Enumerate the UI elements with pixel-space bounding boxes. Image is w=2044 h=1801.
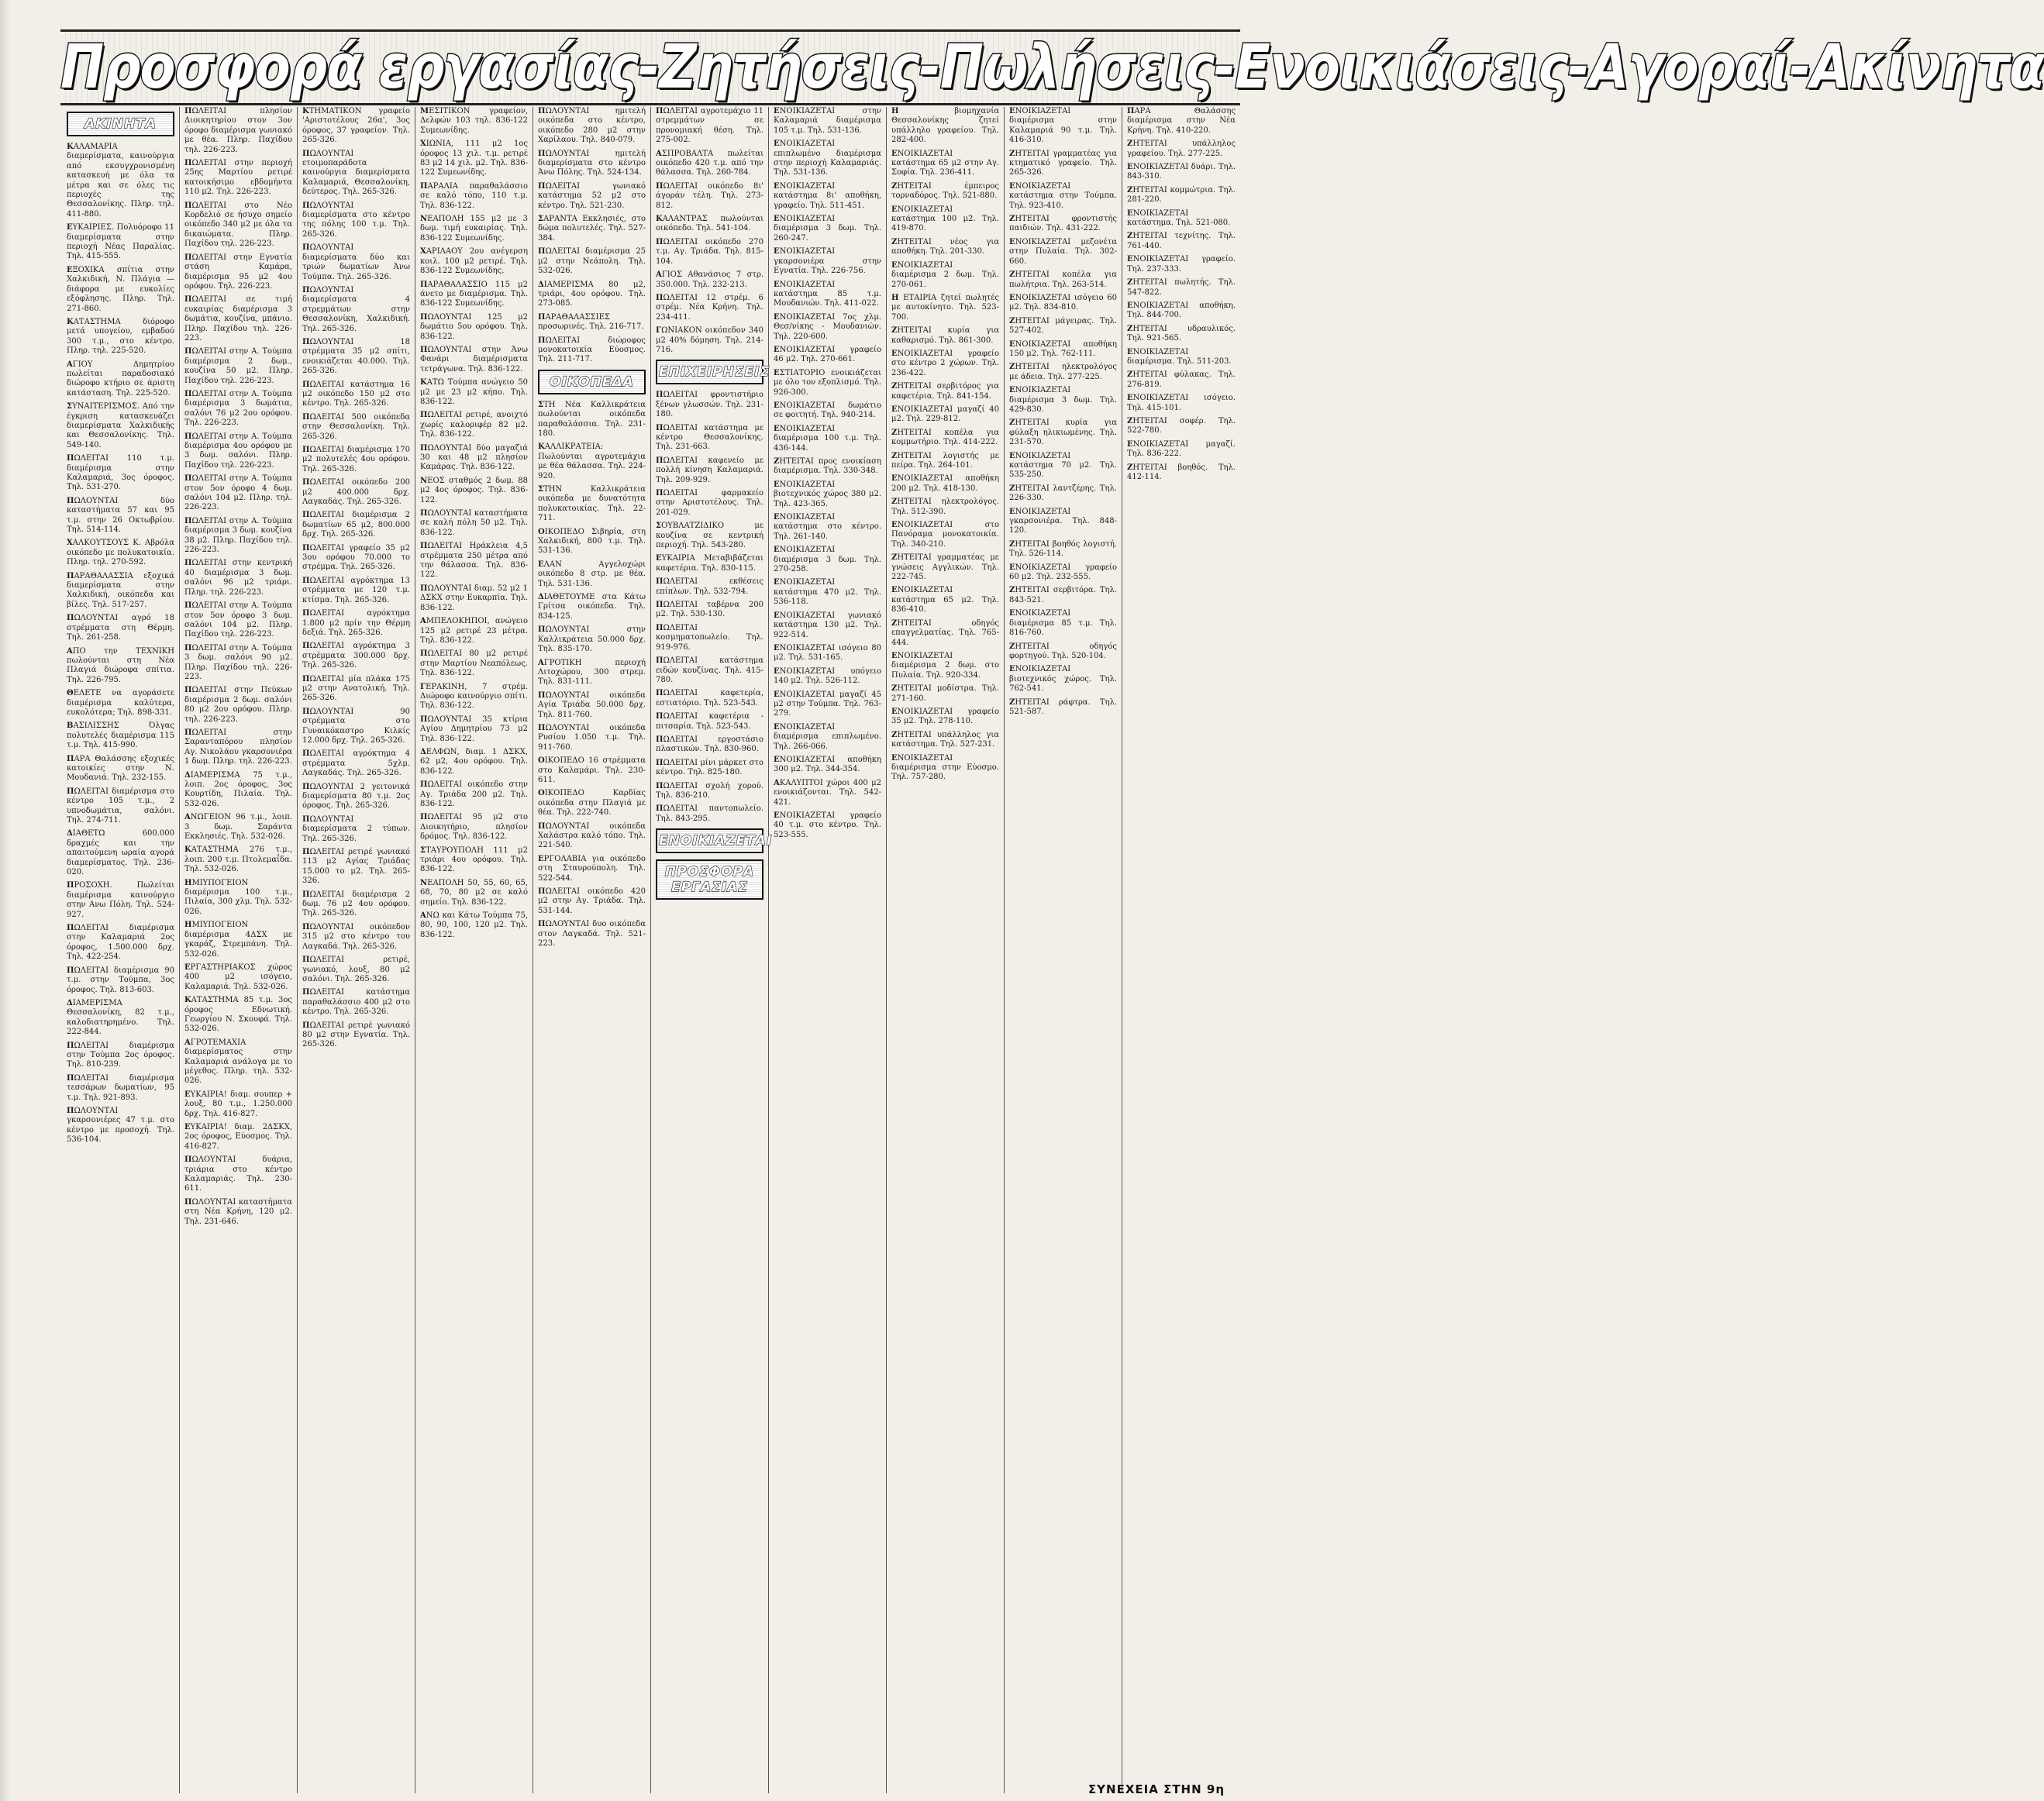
- column-8: [887, 107, 1005, 1793]
- classified-ad: ΖΗΤΕΙΤΑΙ υπάλληλος για κατάστημα. Τηλ. 527-231.: [891, 730, 999, 749]
- classified-ad: ΠΩΛΕΙΤΑΙ αγρόκτημα 3 στρέμματα 300.000 δρχ. Τηλ. 265-326.: [302, 642, 410, 670]
- classified-ad: ΖΗΤΕΙΤΑΙ γραμματέας με γνώσεις Αγγλικών. Τηλ. 222-745.: [891, 553, 999, 582]
- ads-list: [302, 107, 410, 1050]
- classified-ad: ΖΗΤΕΙΤΑΙ ράφτρα. Τηλ. 521-587.: [1009, 697, 1117, 716]
- classified-ad: ΕΝΟΙΚΙΑΖΕΤΑΙ διαμέρισμα στην Καλαμαριά 90 τ.μ. Τηλ. 416-310.: [1009, 107, 1117, 145]
- classified-ad: ΖΗΤΕΙΤΑΙ ηλεκτρολόγος με άδεια. Τηλ. 277-225.: [1009, 363, 1117, 381]
- classified-ad: ΠΩΛΕΙΤΑΙ φροντιστήριο ξένων γλωσσών. Τηλ. 231-180.: [656, 391, 763, 419]
- classified-ad: ΚΑΤΑΣΤΗΜΑ 276 τ.μ., λοιπ. 200 τ.μ. Πτολεμαΐδα. Τηλ. 532-026.: [184, 845, 292, 874]
- classified-ad: ΖΗΤΕΙΤΑΙ γραμματέας για κτηματικό γραφείο. Τηλ. 265-326.: [1009, 149, 1117, 177]
- classified-ad: ΔΙΑΜΕΡΙΣΜΑ Θεσσαλονίκη, 82 τ.μ., καλοδιατηρημένο. Τηλ. 222-844.: [67, 998, 174, 1037]
- classified-ad: ΠΩΛΟΥΝΤΑΙ καταστήματα στη Νέα Κρήνη, 120 μ2. Τηλ. 231-646.: [184, 1197, 292, 1226]
- classified-ad: ΠΩΛΟΥΝΤΑΙ διαμερίσματα 4 στρεμμάτων στην Θεσσαλονίκη, Χαλκιδική. Τηλ. 265-326.: [302, 285, 410, 333]
- classified-ad: ΠΑΡΑ Θαλάσσης διαμέρισμα στην Νέα Κρήνη. Τηλ. 410-220.: [1127, 107, 1236, 135]
- classified-ad: ΠΩΛΕΙΤΑΙ καφετέρια - πιτσαρία. Τηλ. 523-543.: [656, 712, 763, 731]
- classified-ad: ΠΩΛΕΙΤΑΙ σχολή χορού. Τηλ. 836-210.: [656, 781, 763, 800]
- classified-ad: ΕΝΟΙΚΙΑΖΕΤΑΙ διαμέρισμα 2 δωμ. στο Πυλαία. Τηλ. 920-334.: [891, 651, 999, 680]
- classified-ad: ΠΩΛΕΙΤΑΙ στην περιοχή 25ης Μαρτίου ρετιρέ κατοικήσιμο εβδομήντα 110 μ2. Τηλ. 226-223.: [184, 159, 292, 197]
- classified-ad: ΠΩΛΕΙΤΑΙ διώροφος μονοκατοικία Εύοσμος. Τηλ. 211-717.: [538, 336, 646, 364]
- classified-ad: ΠΩΛΕΙΤΑΙ 12 στρέμ. 6 στρέμ. Νέα Κρήνη. Τηλ. 234-411.: [656, 293, 763, 322]
- ads-list: [891, 107, 999, 783]
- classified-ad: ΠΩΛΕΙΤΑΙ στην Πεύκων διαμέρισμα 2 δωμ. σαλόνι 80 μ2 2ου ορόφου. Πληρ. τηλ. 226-223.: [184, 686, 292, 724]
- classified-ad: ΑΜΠΕΛΟΚΗΠΟΙ, ανώγειο 125 μ2 ρετιρέ 23 μέτρα. Τηλ. 836-122.: [420, 617, 528, 645]
- classified-ad: ΣΥΝΑΙΤΕΡΙΣΜΟΣ. Από την έγκριση κατασκευάζει διαμερίσματα Χαλκιδικής και Θεσσαλονίκης. Τηλ. 549-140.: [67, 402, 174, 449]
- classified-ad: ΖΗΤΕΙΤΑΙ σερβιτόρος για καφετέρια. Τηλ. 841-154.: [891, 382, 999, 401]
- classified-ad: ΔΙΑΜΕΡΙΣΜΑ 80 μ2, τριάρι, 4ου ορόφου. Τηλ. 273-085.: [538, 280, 646, 308]
- classified-ad: ΖΗΤΕΙΤΑΙ σοφέρ. Τηλ. 522-780.: [1127, 416, 1236, 436]
- classified-ad: ΕΝΟΙΚΙΑΖΕΤΑΙ στο Πανόραμα μονοκατοικία. Τηλ. 340-210.: [891, 521, 999, 549]
- column-7: [769, 107, 887, 1793]
- classified-ad: ΠΩΛΕΙΤΑΙ φαρμακείο στην Αριστοτέλους. Τηλ. 201-029.: [656, 489, 763, 517]
- section-heading-epixeiriseis: ΕΠΙΧΕΙΡΗΣΕΙΣ: [656, 360, 763, 384]
- classified-ad: ΗΜΙΥΠΟΓΕΙΟΝ διαμέρισμα 100 τ.μ., Πιλαία, 300 χλμ. Τηλ. 532-026.: [184, 878, 292, 916]
- ads-list: [420, 107, 528, 940]
- classified-ad: ΕΝΟΙΚΙΑΖΕΤΑΙ γραφείο 60 μ2. Τηλ. 232-555.: [1009, 563, 1117, 582]
- classified-ad: ΔΙΑΘΕΤΟΥΜΕ στα Κάτω Γρίτσα οικόπεδα. Τηλ. 834-125.: [538, 593, 646, 621]
- classified-ad: ΠΩΛΟΥΝΤΑΙ δύο καταστήματα 57 και 95 τ.μ. στην 26 Οκτωβρίου. Τηλ. 514-114.: [67, 496, 174, 535]
- banner-title: Προσφορά εργασίας-Ζητήσεις-Πωλήσεις-Ενοικιάσεις-Αγοραί-Ακίνητα: [60, 33, 2044, 102]
- classified-ad: ΠΩΛΕΙΤΑΙ διαμέρισμα 2 δωμ. 76 μ2 4ου ορόφου. Τηλ. 265-326.: [302, 890, 410, 918]
- ads-list: [1009, 107, 1117, 717]
- classified-ad: ΠΑΡΑΘΑΛΑΣΣΙΟ 115 μ2 άνετο με διαμέρισμα. Τηλ. 836-122 Συμεωνίδης.: [420, 280, 528, 308]
- classified-ad: ΖΗΤΕΙΤΑΙ οδηγός επαγγελματίας. Τηλ. 765-444.: [891, 618, 999, 647]
- classified-ad: ΕΝΟΙΚΙΑΖΕΤΑΙ γραφείο στο κέντρο 2 χώρων. Τηλ. 236-422.: [891, 349, 999, 377]
- classified-ad: ΚΑΛΑΝΤΡΑΣ πωλούνται οικόπεδο. Τηλ. 541-104.: [656, 215, 763, 233]
- classified-ad: ΖΗΤΕΙΤΑΙ φροντιστής παιδιών. Τηλ. 431-222.: [1009, 215, 1117, 233]
- classified-ad: ΠΩΛΕΙΤΑΙ γωνιακό κατάστημα 52 μ2 στο κέντρο. Τηλ. 521-230.: [538, 181, 646, 210]
- classified-ad: ΠΩΛΕΙΤΑΙ σε τιμή ευκαιρίας διαμέρισμα 3 δωμάτια, κουζίνα, μπάνιο. Πληρ. Παχίδου τηλ. 226-223.: [184, 295, 292, 343]
- classified-ad: ΧΑΛΚΟΥΤΣΟΥΣ Κ. Αβρόλα οικόπεδο με πολυκατοικία. Πληρ. τηλ. 270-592.: [67, 539, 174, 567]
- classified-ad: ΟΙΚΟΠΕΔΟ Σιβηρία, στη Χαλκιδική, 800 τ.μ. Τηλ. 531-136.: [538, 527, 646, 556]
- classified-ad: ΖΗΤΕΙΤΑΙ μάγειρας. Τηλ. 527-402.: [1009, 316, 1117, 336]
- classified-ad: ΠΩΛΕΙΤΑΙ διαμέρισμα στην Τούμπα 2ος όροφος. Τηλ. 810-239.: [67, 1041, 174, 1069]
- classified-ad: ΕΝΟΙΚΙΑΖΕΤΑΙ κατάστημα 65 μ2. Τηλ. 836-410.: [891, 586, 999, 615]
- classified-ad: ΠΩΛΟΥΝΤΑΙ 2 γειτονικά διαμερίσματα 80 τ.μ. 2ος όροφος. Τηλ. 265-326.: [302, 782, 410, 811]
- classified-ad: ΣΤΑΥΡΟΥΠΟΛΗ 111 μ2 τριάρι 4ου ορόφου. Τηλ. 836-122.: [420, 845, 528, 874]
- classified-ad: ΕΝΟΙΚΙΑΖΕΤΑΙ δωμάτιο σε φοιτητή. Τηλ. 940-214.: [774, 401, 881, 420]
- classified-ad: ΑΓΡΟΤΙΚΗ περιοχή Λιτοχώρου, 300 στρεμ. Τηλ. 831-111.: [538, 658, 646, 687]
- classified-ad: ΑΓΙΟΣ Αθανάσιος 7 στρ. 350.000. Τηλ. 232-213.: [656, 270, 763, 289]
- classified-ad: ΠΩΛΟΥΝΤΑΙ διαμερίσματα 2 τύπων. Τηλ. 265-326.: [302, 814, 410, 843]
- classified-ad: ΕΝΟΙΚΙΑΖΕΤΑΙ επιπλωμένο διαμέρισμα στην περιοχή Καλαμαριάς. Τηλ. 531-136.: [774, 139, 881, 177]
- classified-ad: ΠΩΛΟΥΝΤΑΙ οικόπεδον 315 μ2 στο κέντρο του Λαγκαδά. Τηλ. 265-326.: [302, 922, 410, 951]
- classified-ad: ΕΝΟΙΚΙΑΖΕΤΑΙ γραφείο. Τηλ. 237-333.: [1127, 255, 1236, 274]
- classified-ad: ΒΑΣΙΛΙΣΣΗΣ Όλγας πολυτελές διαμέρισμα 115 τ.μ. Τηλ. 415-990.: [67, 721, 174, 750]
- classified-ad: ΕΝΟΙΚΙΑΖΕΤΑΙ κατάστημα 470 μ2. Τηλ. 536-118.: [774, 578, 881, 607]
- classified-ad: ΕΝΟΙΚΙΑΖΕΤΑΙ κατάστημα 65 μ2 στην Αγ. Σοφία. Τηλ. 236-411.: [891, 149, 999, 177]
- classified-ad: ΕΡΓΑΣΤΗΡΙΑΚΟΣ χώρος 400 μ2 ισόγειο, Καλαμαριά. Τηλ. 532-026.: [184, 962, 292, 991]
- classified-ad: ΠΩΛΟΥΝΤΑΙ στην Άνω Φανάρι διαμέρισματα τετράγωνα. Τηλ. 836-122.: [420, 345, 528, 374]
- classified-ad: ΗΜΙΥΠΟΓΕΙΟΝ διαμέρισμα 4ΔΣΧ με γκαράζ, Στρεμπάνη. Τηλ. 532-026.: [184, 921, 292, 959]
- classified-ad: ΠΩΛΕΙΤΑΙ αγρόκτημα 1.800 μ2 πρίν την Θέρμη δεξιά. Τηλ. 265-326.: [302, 609, 410, 637]
- classified-ad: ΠΩΛΕΙΤΑΙ αγρόκτημα 13 στρέμματα με 120 τ.μ. κτίσμα. Τηλ. 265-326.: [302, 576, 410, 604]
- classified-ad: ΑΝΩ και Κάτω Τούμπα 75, 80, 90, 100, 120 μ2. Τηλ. 836-122.: [420, 911, 528, 939]
- classified-ad: ΠΩΛΕΙΤΑΙ κοσμηματοπωλείο. Τηλ. 919-976.: [656, 623, 763, 652]
- classified-ad: ΓΕΡΑΚΙΝΗ, 7 στρέμ. Διώροφο καινούργιο σπίτι. Τηλ. 836-122.: [420, 682, 528, 711]
- classified-ad: ΖΗΤΕΙΤΑΙ σερβιτόρα. Τηλ. 843-521.: [1009, 586, 1117, 604]
- classified-ad: ΠΩΛΕΙΤΑΙ γραφείο 35 μ2 3ου ορόφου 70.000 το στρέμμα. Τηλ. 265-326.: [302, 543, 410, 572]
- classified-ad: ΠΩΛΕΙΤΑΙ διαμέρισμα 170 μ2 πολυτελές 4ου ορόφου. Τηλ. 265-326.: [302, 446, 410, 473]
- classified-ad: ΠΩΛΕΙΤΑΙ παντοπωλείο. Τηλ. 843-295.: [656, 804, 763, 823]
- classified-ad: ΠΩΛΕΙΤΑΙ μία πλάκα 175 μ2 στην Ανατολική. Τηλ. 265-326.: [302, 674, 410, 703]
- classified-ad: ΕΝΟΙΚΙΑΖΕΤΑΙ γκαρσονιέρα. Τηλ. 848-120.: [1009, 507, 1117, 535]
- section-heading-akinita: ΑΚΙΝΗΤΑ: [67, 112, 174, 136]
- classified-ad: ΘΕΛΕΤΕ να αγοράσετε διαμέρισμα καλύτερα, ευκολότερα; Τηλ. 898-331.: [67, 689, 174, 717]
- section-heading-enoikiazetai: ΕΝΟΙΚΙΑΖΕΤΑΙ: [656, 828, 763, 853]
- classified-ad: ΕΝΟΙΚΙΑΖΕΤΑΙ βιοτεχνικός χώρος 380 μ2. Τηλ. 423-365.: [774, 480, 881, 508]
- classified-ad: ΖΗΤΕΙΤΑΙ έμπειρος τορναδόρος. Τηλ. 521-880.: [891, 181, 999, 201]
- classified-ad: ΖΗΤΕΙΤΑΙ κοπέλα για πωλήτρια. Τηλ. 263-514.: [1009, 270, 1117, 289]
- classified-ad: ΠΩΛΕΙΤΑΙ στην Σαρανταπόρου πλησίον Αγ. Νικολάου γκαρσονιέρα 1 δωμ. Πληρ. τηλ. 226-223.: [184, 728, 292, 766]
- classified-ad: ΠΩΛΟΥΝΤΑΙ διαμ. 52 μ2 1 ΔΣΚΧ στην Ευκαρπία. Τηλ. 836-122.: [420, 584, 528, 612]
- classified-ad: ΚΑΛΑΜΑΡΙΑ διαμερίσματα, καινούργια από εκσυγχρονισμένη κατασκευή με όλα τα μέτρα και σε όλες τις περιοχές της Θεσσαλονίκης. Πληρ. τηλ. 411-880.: [67, 143, 174, 219]
- classified-ad: ΕΝΟΙΚΙΑΖΕΤΑΙ αποθήκη 300 μ2. Τηλ. 344-354.: [774, 755, 881, 774]
- classified-ad: ΕΝΟΙΚΙΑΖΕΤΑΙ μεζονέτα στην Πυλαία. Τηλ. 302-660.: [1009, 237, 1117, 266]
- classified-ad: ΝΕΟΣ σταθμός 2 δωμ. 88 μ2 4ος όροφος. Τηλ. 836-122.: [420, 476, 528, 504]
- classified-ad: ΠΩΛΟΥΝΤΑΙ ημιτελή διαμερίσματα στο κέντρο Άνω Πόλης. Τηλ. 524-134.: [538, 149, 646, 177]
- classified-ad: ΝΕΑΠΟΛΗ 50, 55, 60, 65, 68, 70, 80 μ2 σε καλό σημείο. Τηλ. 836-122.: [420, 878, 528, 907]
- classified-ad: ΖΗΤΕΙΤΑΙ υπάλληλος γραφείου. Τηλ. 277-225.: [1127, 139, 1236, 158]
- classified-ad: ΕΝΟΙΚΙΑΖΕΤΑΙ κατάστημα 100 μ2. Τηλ. 419-870.: [891, 205, 999, 233]
- classified-ad: ΖΗΤΕΙΤΑΙ κυρία για φύλαξη ηλικιωμένης. Τηλ. 231-570.: [1009, 418, 1117, 447]
- classified-ad: ΕΥΚΑΙΡΙΑ Μεταβιβάζεται καφετέρια. Τηλ. 830-115.: [656, 554, 763, 573]
- classified-ad: ΕΝΟΙΚΙΑΖΕΤΑΙ κατάστημα. Τηλ. 521-080.: [1127, 208, 1231, 228]
- classified-ad: ΠΩΛΟΥΝΤΑΙ στην Καλλικράτεια 50.000 δρχ. Τηλ. 835-170.: [538, 625, 646, 654]
- classified-ad: ΠΩΛΕΙΤΑΙ στο Νέο Κορδελιό σε ήσυχο σημείο οικόπεδο 340 μ2 με όλα τα δικαιώματα. Πληρ. Παχίδου τηλ. 226-223.: [184, 201, 292, 249]
- classified-ad: ΕΝΟΙΚΙΑΖΕΤΑΙ γραφείο 35 μ2. Τηλ. 278-110.: [891, 707, 999, 726]
- classified-ad: ΕΝΟΙΚΙΑΖΕΤΑΙ διαμέρισμα 3 δωμ. Τηλ. 270-258.: [774, 546, 881, 574]
- classified-ad: ΕΛΑΝ Αγγελοχώρι οικόπεδο 8 στρ. με θέα. Τηλ. 531-136.: [538, 560, 646, 588]
- classified-ad: ΕΝΟΙΚΙΑΖΕΤΑΙ κατάστημα 85 τ.μ. Μουδανιών. Τηλ. 411-022.: [774, 280, 881, 308]
- classified-ad: ΠΩΛΟΥΝΤΑΙ δυο οικόπεδα στον Λαγκαδά. Τηλ. 521-223.: [538, 920, 646, 949]
- classified-ad: ΠΩΛΕΙΤΑΙ στην Εγνατία στάση Καμάρα, διαμέρισμα 95 μ2 4ου ορόφου. Τηλ. 226-223.: [184, 253, 292, 291]
- classified-ad: ΝΕΑΠΟΛΗ 155 μ2 με 3 δωμ. τιμή ευκαιρίας. Τηλ. 836-122 Συμεωνίδης.: [420, 215, 528, 243]
- classified-ad: ΕΝΟΙΚΙΑΖΕΤΑΙ 7ος χλμ. Θεσ/νίκης - Μουδανιών. Τηλ. 220-600.: [774, 312, 881, 341]
- classified-ad: ΠΩΛΕΙΤΑΙ ρετιρέ, ανοιχτό χωρίς καλοριφέρ 82 μ2. Τηλ. 836-122.: [420, 411, 528, 439]
- classified-ad: ΚΤΗΜΑΤΙΚΟΝ γραφείο 'Αριστοτέλους 26α', 3ος όροφος, 37 γραφείον. Τηλ. 265-326.: [302, 107, 410, 145]
- classified-ad: ΕΥΚΑΙΡΙΕΣ. Πολυόροφο 11 διαμερίσματα στην περιοχή Νέας Παραλίας. Τηλ. 415-555.: [67, 223, 174, 261]
- classified-ad: ΠΩΛΕΙΤΑΙ κατάστημα 16 μ2 οικόπεδο 150 μ2 στο κέντρο. Τηλ. 265-326.: [302, 380, 410, 408]
- classified-ad: ΠΑΡΑΘΑΛΑΣΣΙΕΣ προσωρινές. Τηλ. 216-717.: [538, 312, 644, 332]
- column-5: [533, 107, 651, 1793]
- classified-ad: ΠΩΛΟΥΝΤΑΙ ετοιμοπαράδοτα καινούργια διαμερίσματα Καλαμαριά, Θεσσαλονίκη, δεύτερος. Τηλ. 265-326.: [302, 149, 410, 197]
- classified-ad: ΠΩΛΟΥΝΤΑΙ αγρό 18 στρέμματα στη Θέρμη. Τηλ. 261-258.: [67, 614, 174, 642]
- classified-ad: ΓΩΝΙΑΚΟΝ οικόπεδον 340 μ2 40% δόμηση. Τηλ. 214-716.: [656, 326, 763, 354]
- classified-ad: ΕΝΟΙΚΙΑΖΕΤΑΙ αποθήκη 200 μ2. Τηλ. 418-130.: [891, 474, 999, 493]
- classified-ad: ΕΝΟΙΚΙΑΖΕΤΑΙ στην Καλαμαριά διαμέρισμα 105 τ.μ. Τηλ. 531-136.: [774, 107, 881, 135]
- classified-ad: ΠΩΛΕΙΤΑΙ καφενείο με πολλή κίνηση Καλαμαριά. Τηλ. 209-929.: [656, 456, 763, 484]
- classified-ad: ΕΝΟΙΚΙΑΖΕΤΑΙ μαγαζί 40 μ2. Τηλ. 229-812.: [891, 405, 999, 424]
- classified-ad: ΠΩΛΕΙΤΑΙ οικόπεδο 8ι' άγοράν τέλη. Τηλ. 273-812.: [656, 181, 763, 210]
- classified-ad: ΔΕΛΦΩΝ, διαμ. 1 ΔΣΚΧ, 62 μ2, 4ου ορόφου. Τηλ. 836-122.: [420, 747, 528, 776]
- classified-ad: ΖΗΤΕΙΤΑΙ υδραυλικός. Τηλ. 921-565.: [1127, 324, 1236, 343]
- classified-ad: ΕΡΓΟΛΑΒΙΑ για οικόπεδο στη Σταυρούπολη. Τηλ. 522-544.: [538, 854, 646, 883]
- column-3: [298, 107, 415, 1793]
- classified-ad: ΕΝΟΙΚΙΑΖΕΤΑΙ ισόγειο 60 μ2. Τηλ. 834-810.: [1009, 293, 1117, 312]
- classified-ad: ΠΩΛΕΙΤΑΙ εργοστάσιο πλαστικών. Τηλ. 830-960.: [656, 735, 763, 754]
- classified-ad: ΠΩΛΟΥΝΤΑΙ 90 στρέμματα στο Γυναικόκαστρο Κιλκίς 12.000 δρχ. Τηλ. 265-326.: [302, 707, 410, 745]
- classified-ad: ΠΩΛΕΙΤΑΙ διαμέρισμα 25 μ2 στην Νεάπολη. Τηλ. 532-026.: [538, 247, 646, 276]
- classified-ad: ΠΩΛΕΙΤΑΙ ρετιρέ γωνιακό 80 μ2 στην Εγνατία. Τηλ. 265-326.: [302, 1021, 410, 1049]
- classified-ad: ΣΟΥΒΛΑΤΖΙΔΙΚΟ με κουζίνα σε κεντρική περιοχή. Τηλ. 543-280.: [656, 522, 763, 550]
- classified-ad: ΖΗΤΕΙΤΑΙ νέος για αποθήκη. Τηλ. 201-330.: [891, 237, 999, 257]
- ads-list: [67, 143, 174, 1145]
- classified-ad: ΕΝΟΙΚΙΑΖΕΤΑΙ κατάστημα 8ι' αποθήκη, γραφείο. Τηλ. 511-451.: [774, 181, 881, 210]
- classified-ad: ΣΑΡΑΝΤΑ Εκκλησιές, στο δώμα πολυτελές. Τηλ. 527-384.: [538, 215, 646, 243]
- classified-ad: ΖΗΤΕΙΤΑΙ προς ενοικίαση διαμέρισμα. Τηλ. 330-348.: [774, 457, 881, 476]
- ads-list: [774, 107, 881, 840]
- classified-ad: ΠΩΛΕΙΤΑΙ οικόπεδο 200 μ2 400.000 δρχ. Λαγκαδάς. Τηλ. 265-326.: [302, 478, 410, 507]
- classified-ad: ΠΑΡΑ Θαλάσσης εξοχικές κατοικίες στην Ν. Μουδανιά. Τηλ. 232-155.: [67, 754, 174, 783]
- classified-ad: ΠΩΛΟΥΝΤΑΙ 35 κτίρια Αγίου Δημητρίου 73 μ2 Τηλ. 836-122.: [420, 715, 528, 743]
- classified-ad: ΠΩΛΕΙΤΑΙ διαμέρισμα στο κέντρο 105 τ.μ., 2 υπνοδωμάτια, σαλόνι. Τηλ. 274-711.: [67, 787, 174, 825]
- classified-ad: ΕΝΟΙΚΙΑΖΕΤΑΙ διαμέρισμα 2 δωμ. Τηλ. 270-061.: [891, 260, 999, 289]
- classified-ad: ΠΩΛΕΙΤΑΙ Ηράκλεια 4,5 στρέμματα 250 μέτρα από την θάλασσα. Τηλ. 836-122.: [420, 542, 528, 580]
- classified-ad: ΠΩΛΕΙΤΑΙ στην Α. Τούμπα διαμέρισμα 4ου ορόφου με 3 δωμ. σαλόνι. Πληρ. Παχίδου τηλ. 226-223.: [184, 432, 292, 470]
- classified-ad: ΔΙΑΘΕΤΩ 600.000 δραχμές και την απαιτούμενη ωραία αγορά διαμερίσματος. Τηλ. 236-020.: [67, 829, 174, 877]
- classified-ad: ΠΩΛΟΥΝΤΑΙ οικόπεδα Αγία Τριάδα 50.000 δρχ. Τηλ. 811-760.: [538, 690, 646, 719]
- classified-ad: ΣΤΗ Νέα Καλλικράτεια πωλούνται οικόπεδα παραθαλάσσια. Τηλ. 231-180.: [538, 400, 646, 438]
- classified-ad: ΕΝΟΙΚΙΑΖΕΤΑΙ κατάστημα στην Τούμπα. Τηλ. 923-410.: [1009, 181, 1117, 210]
- classified-ad: ΑΚΑΛΥΠΤΟΙ χώροι 400 μ2 ενοικιάζονται. Τηλ. 542-421.: [774, 778, 881, 807]
- classified-ad: ΠΩΛΕΙΤΑΙ 500 οικόπεδα στην Θεσσαλονίκη. Τηλ. 265-326.: [302, 412, 410, 441]
- classified-ad: ΠΩΛΕΙΤΑΙ κατάστημα ειδών κουζίνας. Τηλ. 415-780.: [656, 656, 763, 684]
- classified-ad: ΑΓΡΟΤΕΜΑΧΙΑ διαμερίσματος στην Καλαμαριά ανάλογα με το μέγεθος. Πληρ. τηλ. 532-026.: [184, 1038, 292, 1086]
- classified-ad: ΠΩΛΟΥΝΤΑΙ οικόπεδα Χαλάστρα καλό τόπο. Τηλ. 221-540.: [538, 821, 646, 850]
- classified-ad: ΠΩΛΕΙΤΑΙ 110 τ.μ. διαμέρισμα στην Καλαμαριά, 3ος όροφος. Τηλ. 531-270.: [67, 454, 174, 492]
- classified-ad: ΠΩΛΕΙΤΑΙ κατάστημα με κέντρο Θεσσαλονίκης. Τηλ. 231-663.: [656, 423, 763, 452]
- ads-list: [656, 107, 773, 900]
- classified-ad: ΠΩΛΕΙΤΑΙ στην Α. Τούμπα διαμέρισμα 2 δωμ., κουζίνα 50 μ2. Πληρ. Παχίδου τηλ. 226-223.: [184, 347, 292, 385]
- classified-ad: ΠΩΛΕΙΤΑΙ στην Α. Τούμπα στον 5ον όροφο 3 δωμ. σαλόνι 104 μ2. Πληρ. Παχίδου τηλ. 226-223.: [184, 601, 292, 639]
- classified-ad: ΕΝΟΙΚΙΑΖΕΤΑΙ ισόγειο. Τηλ. 415-101.: [1127, 394, 1236, 412]
- classified-ad: ΖΗΤΕΙΤΑΙ οδηγός φορτηγού. Τηλ. 520-104.: [1009, 642, 1117, 660]
- classified-ad: ΣΤΗΝ Καλλικράτεια οικόπεδα με δυνατότητα πολυκατοικίας. Τηλ. 22-711.: [538, 485, 646, 523]
- page-edge: [0, 0, 11, 1801]
- classified-ad: ΖΗΤΕΙΤΑΙ κοπέλα για κομμωτήριο. Τηλ. 414-222.: [891, 428, 999, 447]
- classified-ad: ΕΝΟΙΚΙΑΖΕΤΑΙ ισόγειο 80 μ2. Τηλ. 531-165.: [774, 643, 881, 663]
- classified-ad: Η βιομηχανία Θεσσαλονίκης ζητεί υπάλληλο γραφείου. Τηλ. 282-400.: [891, 107, 999, 145]
- classified-ad: ΧΙΩΝΙΑ, 111 μ2 1ος όροφος 13 χιλ. τ.μ. ρετιρέ 83 μ2 14 χιλ. μ2. Τηλ. 836-122 Συμεωνίδης.: [420, 139, 528, 177]
- classified-ad: ΧΑΡΙΛΑΟΥ 2ου ανέγερση κοιλ. 100 μ2 ρετιρέ. Τηλ. 836-122 Συμεωνίδης.: [420, 247, 528, 276]
- classified-ad: ΕΝΟΙΚΙΑΖΕΤΑΙ διαμέρισμα στην Εύοσμο. Τηλ. 757-280.: [891, 753, 999, 782]
- classified-ad: ΠΩΛΕΙΤΑΙ οικόπεδο 420 μ2 στην Αγ. Τριάδα. Τηλ. 531-144.: [538, 887, 646, 915]
- classified-ad: ΕΥΚΑΙΡΙΑ! διαμ. 2ΔΣΚΧ, 2ος όροφος, Εύοσμος. Τηλ. 416-827.: [184, 1123, 292, 1151]
- classified-ad: ΑΓΙΟΥ Δημητρίου πωλείται παραδοσιακό διώροφο κτήριο σε άριστη κατάσταση. Τηλ. 225-520.: [67, 360, 174, 398]
- column-2: [180, 107, 298, 1793]
- section-heading-prosfora: ΠΡΟΣΦΟΡΑ ΕΡΓΑΣΙΑΣ: [656, 859, 763, 900]
- classified-ad: ΖΗΤΕΙΤΑΙ λαντζέρης. Τηλ. 226-330.: [1009, 484, 1117, 503]
- classified-ad: ΠΩΛΕΙΤΑΙ στην κεντρική 40 διαμέρισμα 3 δωμ. σαλόνι 96 μ2 τριάρι. Πληρ. τηλ. 226-223.: [184, 559, 292, 597]
- classified-ad: ΕΝΟΙΚΙΑΖΕΤΑΙ γραφείο 40 τ.μ. στο κέντρο. Τηλ. 523-555.: [774, 811, 881, 839]
- classified-ad: ΚΑΤΑΣΤΗΜΑ διόροφο μετά υπογείου, εμβαδού 300 τ.μ., στο κέντρο. Πληρ. τηλ. 225-520.: [67, 317, 174, 356]
- classified-ad: ΠΩΛΕΙΤΑΙ καφετερία, εστιατόριο. Τηλ. 523-543.: [656, 689, 763, 708]
- classified-ad: ΠΩΛΕΙΤΑΙ διαμέρισμα 2 δωματίων 65 μ2, 800.000 δρχ. Τηλ. 265-326.: [302, 511, 410, 539]
- classified-ad: ΠΩΛΕΙΤΑΙ αγρόκτημα 4 στρέμματα 5χλμ. Λαγκαδάς. Τηλ. 265-326.: [302, 749, 410, 778]
- classified-ad: ΠΩΛΕΙΤΑΙ στην Α. Τούμπα στον 5ον όροφο 4 δωμ. σαλόνι 104 μ2. Πληρ. τηλ. 226-223.: [184, 474, 292, 512]
- classified-ad: ΖΗΤΕΙΤΑΙ μοδίστρα. Τηλ. 271-160.: [891, 684, 999, 703]
- column-9: [1005, 107, 1122, 1793]
- classified-ad: ΜΕΣΙΤΙΚΟΝ γραφείον, Δελφών 103 τηλ. 836-122 Συμεωνίδης.: [420, 107, 528, 135]
- classified-ad: ΠΩΛΟΥΝΤΑΙ ημιτελή οικόπεδα στο κέντρο, οικόπεδο 280 μ2 στην Χαρίλαου. Τηλ. 840-079.: [538, 107, 646, 145]
- classified-ad: ΖΗΤΕΙΤΑΙ πωλητής. Τηλ. 547-822.: [1127, 278, 1236, 297]
- classified-ad: ΠΩΛΕΙΤΑΙ 80 μ2 ρετιρέ στην Μαρτίου Νεαπόλεως. Τηλ. 836-122.: [420, 649, 528, 678]
- classified-ad: ΠΩΛΟΥΝΤΑΙ διαμερίσματα στο κέντρο της πόλης 100 τ.μ. Τηλ. 265-326.: [302, 201, 410, 239]
- classified-ad: ΠΩΛΟΥΝΤΑΙ 18 στρέμματα 35 μ2 σπίτι, ενοικιάζεται 40.000. Τηλ. 265-326.: [302, 337, 410, 376]
- column-4: [415, 107, 533, 1793]
- classified-ad: ΠΩΛΕΙΤΑΙ στην Α. Τούμπα διαμέρισμα 3 δωμάτια, σαλόνι 76 μ2 2ου ορόφου. Τηλ. 226-223.: [184, 389, 292, 428]
- classified-ad: Η ΕΤΑΙΡΙΑ ζητεί πωλητές με αυτοκίνητο. Τηλ. 523-700.: [891, 293, 999, 322]
- classified-ad: ΟΙΚΟΠΕΔΟ Καρδίας οικόπεδα στην Πλαγιά με θέα. Τηλ. 222-740.: [538, 789, 646, 818]
- classified-ad: ΠΑΡΑΘΑΛΑΣΣΙΑ εξοχικά διαμερίσματα στην Χαλκιδική, οικόπεδα και βίλες. Τηλ. 517-257.: [67, 571, 174, 609]
- classifieds-banner: [60, 29, 2044, 105]
- classified-ad: ΠΩΛΕΙΤΑΙ διαμέρισμα 90 τ.μ. στην Τούμπα, 3ος όροφος. Τηλ. 813-603.: [67, 966, 174, 994]
- classified-ad: ΕΝΟΙΚΙΑΖΕΤΑΙ δυάρι. Τηλ. 843-310.: [1127, 163, 1236, 181]
- classified-ad: ΕΝΟΙΚΙΑΖΕΤΑΙ διαμέρισμα. Τηλ. 511-203.: [1127, 347, 1232, 366]
- classified-ad: ΖΗΤΕΙΤΑΙ ηλεκτρολόγος. Τηλ. 512-390.: [891, 498, 999, 516]
- classified-ad: ΠΩΛΕΙΤΑΙ στην Α. Τούμπα 3 δωμ. σαλόνι 90 μ2. Πληρ. Παχίδου τηλ. 226-223.: [184, 643, 292, 681]
- classified-ad: ΠΑΡΑΛΙΑ παραθαλάσσιο σε καλό τόπο, 110 τ.μ. Τηλ. 836-122.: [420, 181, 528, 210]
- ads-list: [538, 107, 646, 949]
- classified-ad: ΕΝΟΙΚΙΑΖΕΤΑΙ αποθήκη 150 μ2. Τηλ. 762-111.: [1009, 339, 1117, 358]
- classified-ad: ΠΩΛΟΥΝΤΑΙ 125 μ2 δωμάτιο 5ου ορόφου. Τηλ. 836-122.: [420, 312, 528, 341]
- classified-ad: ΚΑΤΑΣΤΗΜΑ 85 τ.μ. 3ος όροφος Εδνωτική. Γεωργίου Ν. Σκουφά. Τηλ. 532-026.: [184, 996, 292, 1034]
- classified-ad: ΑΝΩΓΕΙΟΝ 96 τ.μ., λοιπ. 3 δωμ. Σαράντα Εκκλησιές. Τηλ. 532-026.: [184, 813, 292, 842]
- classified-columns: [62, 107, 1240, 1793]
- classified-ad: ΠΩΛΕΙΤΑΙ στην Α. Τούμπα διαμέρισμα 3 δωμ. κουζίνα 38 μ2. Πληρ. Παχίδου τηλ. 226-223.: [184, 516, 292, 555]
- classified-ad: ΠΩΛΟΥΝΤΑΙ οικόπεδα Ρυσίου 1.050 τ.μ. Τηλ. 911-760.: [538, 723, 646, 752]
- classified-ad: ΔΙΑΜΕΡΙΣΜΑ 75 τ.μ., λοιπ. 2ος όροφος, 3ος Κουρτίδη, Πιλαία. Τηλ. 532-026.: [184, 770, 292, 808]
- classified-ad: ΠΩΛΕΙΤΑΙ ρετιρέ γωνιακό 113 μ2 Αγίας Τριάδας 15.000 το μ2. Τηλ. 265-326.: [302, 848, 410, 886]
- classified-ad: ΠΩΛΕΙΤΑΙ αγροτεμάχιο 11 στρεμμάτων σε προνομιακή θέση. Τηλ. 275-002.: [656, 107, 763, 145]
- classified-ad: ΕΝΟΙΚΙΑΖΕΤΑΙ διαμέρισμα 3 δωμ. Τηλ. 260-247.: [774, 215, 881, 243]
- classified-ad: ΕΝΟΙΚΙΑΖΕΤΑΙ βιοτεχνικός χώρος. Τηλ. 762-541.: [1009, 665, 1117, 694]
- classified-ad: ΕΥΚΑΙΡΙΑ! διαμ. σουπερ + λουξ, 80 τ.μ., 1.250.000 δρχ. Τηλ. 416-827.: [184, 1090, 292, 1118]
- ads-list: [184, 107, 292, 1227]
- classified-ad: ΕΝΟΙΚΙΑΖΕΤΑΙ υπόγειο 140 μ2. Τηλ. 526-112.: [774, 666, 881, 686]
- classified-ad: ΑΣΠΡΟΒΑΛΤΑ πωλείται οικόπεδο 420 τ.μ. από την θάλασσα. Τηλ. 260-784.: [656, 149, 763, 177]
- classified-ad: ΕΣΤΙΑΤΟΡΙΟ ενοικιάζεται με όλο τον εξοπλισμό. Τηλ. 926-300.: [774, 368, 881, 397]
- classified-ad: ΟΙΚΟΠΕΔΟ 16 στρέμματα στο Καλαμάρι. Τηλ. 230-611.: [538, 756, 646, 784]
- classified-ad: ΖΗΤΕΙΤΑΙ κομμώτρια. Τηλ. 281-220.: [1127, 185, 1236, 205]
- classified-ad: ΕΝΟΙΚΙΑΖΕΤΑΙ γκαρσονιέρα στην Εγνατία. Τηλ. 226-756.: [774, 247, 881, 276]
- classified-ad: ΠΩΛΕΙΤΑΙ κατάστημα παραθαλάσσιο 400 μ2 στο κέντρο. Τηλ. 265-326.: [302, 988, 410, 1017]
- classified-ad: ΕΝΟΙΚΙΑΖΕΤΑΙ διαμέρισμα 85 τ.μ. Τηλ. 816-760.: [1009, 609, 1117, 638]
- classified-ad: ΕΝΟΙΚΙΑΖΕΤΑΙ μαγαζί 45 μ2 στην Τούμπα. Τηλ. 763-279.: [774, 690, 881, 718]
- classified-ad: ΠΩΛΟΥΝΤΑΙ διαμερίσματα δύο και τριών δωματίων Άνω Τούμπα. Τηλ. 265-326.: [302, 243, 410, 281]
- classified-ad: ΠΩΛΕΙΤΑΙ διαμέρισμα τεσσάρων δωματίων, 95 τ.μ. Τηλ. 921-893.: [67, 1073, 174, 1102]
- classified-ad: ΕΝΟΙΚΙΑΖΕΤΑΙ διαμέρισμα 100 τ.μ. Τηλ. 436-144.: [774, 424, 881, 453]
- classified-ad: ΕΞΟΧΙΚΑ σπίτια στην Χαλκιδική, Ν. Πλάγια — διάφορα με ευκολίες εξόφλησης. Πληρ. Τηλ. 271-860.: [67, 265, 174, 313]
- classified-ad: ΖΗΤΕΙΤΑΙ βοηθός. Τηλ. 412-114.: [1127, 463, 1236, 481]
- classified-ad: ΕΝΟΙΚΙΑΖΕΤΑΙ αποθήκη. Τηλ. 844-700.: [1127, 301, 1236, 320]
- classified-ad: ΕΝΟΙΚΙΑΖΕΤΑΙ διαμέρισμα 3 δωμ. Τηλ. 429-830.: [1009, 386, 1117, 414]
- continued-note: ΣΥΝΕΧΕΙΑ ΣΤΗΝ 9η: [1087, 1782, 1225, 1796]
- classified-ad: ΕΝΟΙΚΙΑΖΕΤΑΙ γραφείο 46 μ2. Τηλ. 270-661.: [774, 345, 881, 364]
- classified-ad: ΖΗΤΕΙΤΑΙ φύλακας. Τηλ. 276-819.: [1127, 370, 1236, 389]
- classified-ad: ΕΝΟΙΚΙΑΖΕΤΑΙ γωνιακό κατάστημα 130 μ2. Τηλ. 922-514.: [774, 611, 881, 639]
- classified-ad: ΖΗΤΕΙΤΑΙ κυρία για καθαρισμό. Τηλ. 861-300.: [891, 326, 999, 345]
- classified-ad: ΑΠΟ την ΤΕΧΝΙΚΗ πωλούνται στη Νέα Πλαγιά διώροφα σπίτια. Τηλ. 226-795.: [67, 646, 174, 684]
- classified-ad: ΕΝΟΙΚΙΑΖΕΤΑΙ μαγαζί. Τηλ. 836-222.: [1127, 439, 1236, 459]
- classified-ad: ΠΩΛΟΥΝΤΑΙ δύο μαγαζιά 30 και 48 μ2 πλησίον Καμάρας. Τηλ. 836-122.: [420, 443, 528, 472]
- column-10: [1122, 107, 1240, 1793]
- classified-ad: ΠΡΟΣΟΧΗ. Πωλείται διαμέρισμα καινούργιο στην Ανω Πόλη. Τηλ. 524-927.: [67, 881, 174, 919]
- classified-ad: ΠΩΛΟΥΝΤΑΙ γκαρσονιέρες 47 τ.μ. στο κέντρο με προσοχή. Τηλ. 536-104.: [67, 1106, 174, 1145]
- classified-ad: ΠΩΛΕΙΤΑΙ οικόπεδο 270 τ.μ. Αγ. Τριάδα. Τηλ. 815-104.: [656, 237, 763, 266]
- classified-ad: ΕΝΟΙΚΙΑΖΕΤΑΙ κατάστημα στο κέντρο. Τηλ. 261-140.: [774, 513, 881, 541]
- section-heading-oikopeda: ΟΙΚΟΠΕΔΑ: [538, 370, 646, 394]
- column-6: [651, 107, 773, 1793]
- ads-list: [1127, 107, 1236, 482]
- classified-ad: ΠΩΛΟΥΝΤΑΙ δυάρια, τριάρια στο κέντρο Καλαμαριάς. Τηλ. 230-611.: [184, 1155, 292, 1193]
- classified-ad: ΠΩΛΟΥΝΤΑΙ καταστήματα σε καλή πόλη 50 μ2. Τηλ. 836-122.: [420, 509, 528, 537]
- classified-ad: ΠΩΛΕΙΤΑΙ μίνι μάρκετ στο κέντρο. Τηλ. 825-180.: [656, 758, 763, 777]
- classified-ad: ΠΩΛΕΙΤΑΙ 95 μ2 στο Διοικητήριο, πλησίον δρόμος. Τηλ. 836-122.: [420, 813, 528, 842]
- classified-ad: ΠΩΛΕΙΤΑΙ οικόπεδο στην Αγ. Τριάδα 200 μ2. Τηλ. 836-122.: [420, 780, 528, 808]
- classified-ad: ΠΩΛΕΙΤΑΙ διαμέρισμα στην Καλαμαριά 2ος όροφος, 1.500.000 δρχ. Τηλ. 422-254.: [67, 924, 174, 962]
- classified-ad: ΠΩΛΕΙΤΑΙ πλησίον Διοικητηρίου στον 3ον όροφο διαμέρισμα γωνιακό με θέα. Πληρ. Παχίδου τηλ. 226-223.: [184, 107, 292, 154]
- classified-ad: ΖΗΤΕΙΤΑΙ τεχνίτης. Τηλ. 761-440.: [1127, 232, 1236, 250]
- classified-ad: ΠΩΛΕΙΤΑΙ ρετιρέ, γωνιακό, λουξ, 80 μ2 σαλόνι. Τηλ. 265-326.: [302, 956, 410, 983]
- classified-ad: ΖΗΤΕΙΤΑΙ βοηθός λογιστή. Τηλ. 526-114.: [1009, 539, 1117, 559]
- classified-ad: ΚΑΛΛΙΚΡΑΤΕΙΑ: Πωλούνται αγροτεμάχια με θέα θάλασσα. Τηλ. 224-920.: [538, 443, 646, 480]
- classified-ad: ΚΑΤΩ Τούμπα ανώγειο 50 μ2 με 23 μ2 κήπο. Τηλ. 836-122.: [420, 378, 528, 406]
- classified-ad: ΖΗΤΕΙΤΑΙ λογιστής με πείρα. Τηλ. 264-101.: [891, 451, 999, 470]
- classified-ad: ΠΩΛΕΙΤΑΙ ταβέρνα 200 μ2. Τηλ. 530-130.: [656, 601, 763, 619]
- column-1: [62, 107, 180, 1793]
- classified-ad: ΕΝΟΙΚΙΑΖΕΤΑΙ κατάστημα 70 μ2. Τηλ. 535-250.: [1009, 451, 1117, 480]
- classified-ad: ΠΩΛΕΙΤΑΙ εκθέσεις επίπλων. Τηλ. 532-794.: [656, 577, 763, 596]
- classified-ad: ΕΝΟΙΚΙΑΖΕΤΑΙ διαμέρισμα επιπλωμένο. Τηλ. 266-066.: [774, 722, 881, 751]
